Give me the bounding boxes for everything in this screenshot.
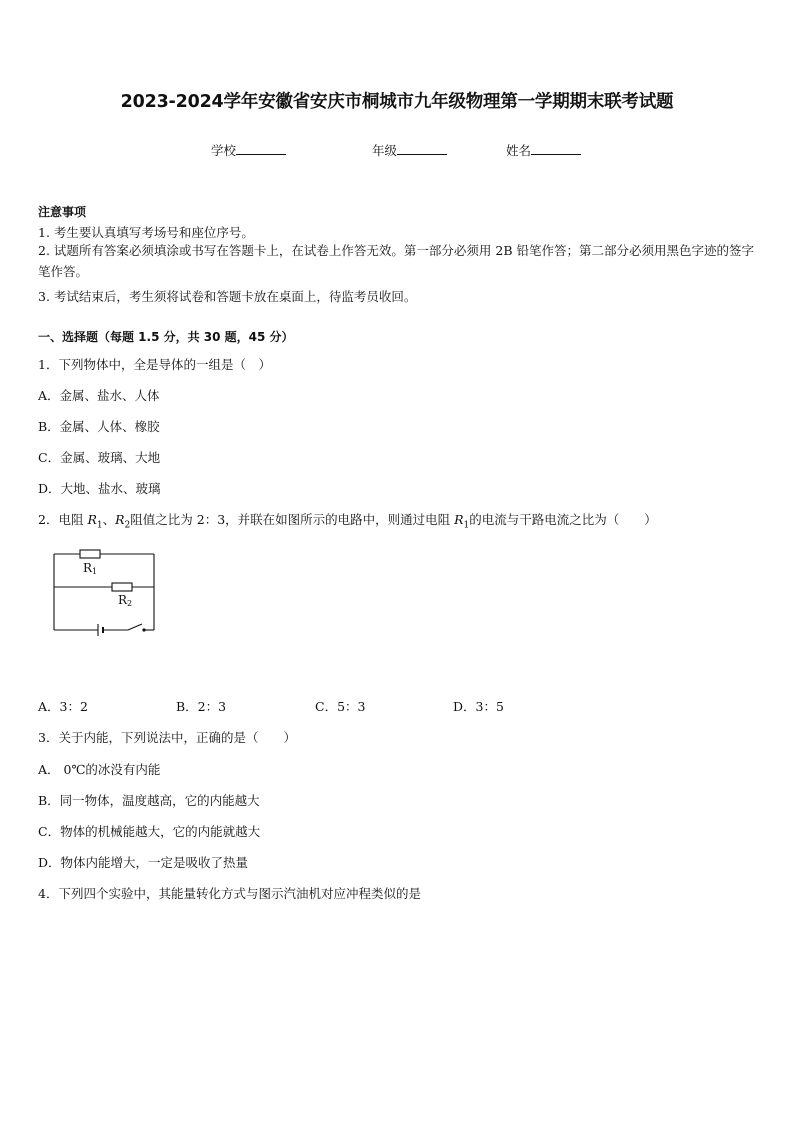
section-heading: 一、选择题（每题 1.5 分，共 30 题，45 分） bbox=[38, 330, 294, 344]
notice-item-3: 3. 考试结束后，考生须将试卷和答题卡放在桌面上，待监考员收回。 bbox=[38, 289, 417, 304]
label-r1: R1 bbox=[83, 561, 98, 576]
q1-option-a: A．金属、盐水、人体 bbox=[38, 388, 160, 403]
parallel-circuit-diagram bbox=[48, 544, 160, 640]
q3-option-c: C．物体的机械能越大，它的内能就越大 bbox=[38, 824, 261, 839]
resistor-r2 bbox=[112, 583, 132, 591]
grade-blank bbox=[397, 142, 447, 155]
notice-heading: 注意事项 bbox=[38, 205, 87, 219]
name-label: 姓名 bbox=[506, 143, 532, 158]
name-blank bbox=[531, 142, 581, 155]
q3-option-b: B．同一物体，温度越高，它的内能越大 bbox=[38, 793, 260, 808]
label-r2: R2 bbox=[118, 593, 133, 608]
q2-option-c: C．5：3 bbox=[315, 699, 366, 714]
grade-field bbox=[372, 141, 447, 159]
q2-option-a: A．3：2 bbox=[38, 699, 88, 714]
exam-title: 2023-2024学年安徽省安庆市桐城市九年级物理第一学期期末联考试题 bbox=[120, 92, 674, 112]
q2-option-d: D．3：5 bbox=[453, 699, 504, 714]
q1-option-d: D．大地、盐水、玻璃 bbox=[38, 481, 161, 496]
switch-contact bbox=[142, 628, 145, 631]
switch-blade bbox=[128, 624, 142, 630]
resistor-r1 bbox=[80, 550, 100, 558]
q3-option-a: A． 0℃的冰没有内能 bbox=[38, 762, 161, 777]
q1-stem: 1．下列物体中，全是导体的一组是（ ） bbox=[38, 357, 271, 372]
school-blank bbox=[236, 142, 286, 155]
q1-option-c: C．金属、玻璃、大地 bbox=[38, 450, 161, 465]
q2-option-b: B．2：3 bbox=[176, 699, 227, 714]
q2-stem: 2．电阻 $R_1$、$R_2$阻值之比为 2：3，并联在如图所示的电路中，则通过电阻 $R_1$的电流与干路电流之比为（ ） bbox=[38, 512, 657, 531]
notice-item-1: 1. 考生要认真填写考场号和座位序号。 bbox=[38, 225, 254, 240]
q3-option-d: D．物体内能增大，一定是吸收了热量 bbox=[38, 855, 249, 870]
name-field bbox=[506, 141, 581, 159]
notice-item-2: 2. 试题所有答案必须填涂或书写在答题卡上，在试卷上作答无效。第一部分必须用 2B 铅笔作答；第二部分必须用黑色字迹的签字笔作答。 bbox=[38, 243, 754, 279]
q3-stem: 3．关于内能，下列说法中，正确的是（ ） bbox=[38, 730, 296, 745]
school-label: 学校 bbox=[211, 143, 237, 158]
grade-label: 年级 bbox=[372, 143, 398, 158]
q4-stem: 4．下列四个实验中，其能量转化方式与图示汽油机对应冲程类似的是 bbox=[38, 886, 421, 901]
school-field bbox=[211, 141, 286, 159]
q1-option-b: B．金属、人体、橡胶 bbox=[38, 419, 160, 434]
